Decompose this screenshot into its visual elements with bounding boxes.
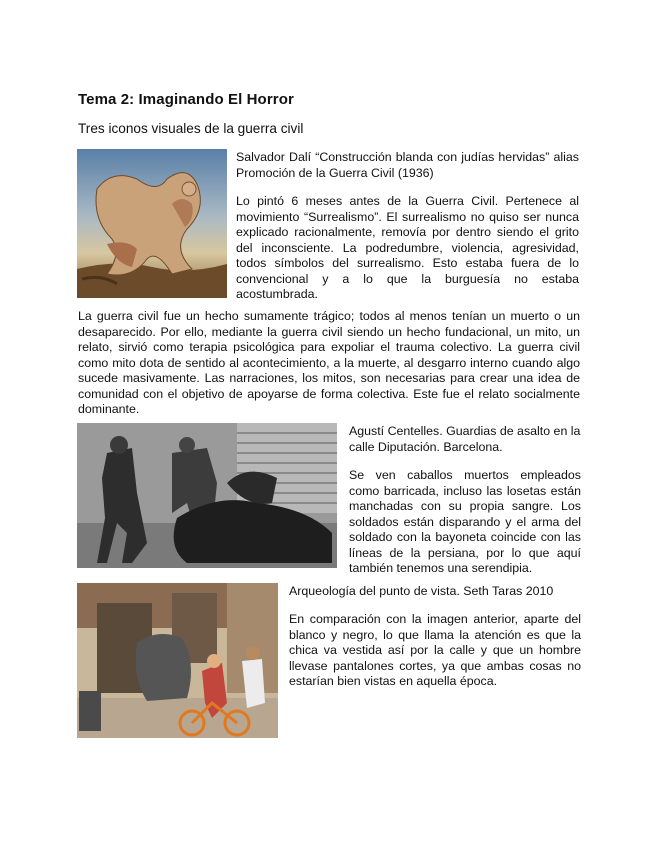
dali-description: Lo pintó 6 meses antes de la Guerra Civil. Pertenece al movimiento “Surrealismo”. El surrealismo no quiso ser nunca explicado racionalmente, removía por dentro siendo el grito del inconsciente. La podredumbre, violencia, agresividad, todos símbolos del surrealismo. Esto estaba fuera de lo convencional y a lo que la burguesía no estaba acostumbrada. bbox=[236, 194, 579, 301]
centelles-photo-image bbox=[77, 423, 337, 568]
guerra-civil-paragraph: La guerra civil fue un hecho sumamente trágico; todos al menos tenían un muerto o un desaparecido. Por ello, mediante la guerra civil siendo un hecho fundacional, un mito, un relato, sirvió como terapia psicológica para expoliar el trauma colectivo. La guerra civil como mito dota de sentido al acontecimiento, a la muerte, al desgarro interno cuando algo sucede masivamente. Las narraciones, los mitos, son necesarias para crear una idea de comunidad con el objetivo de apoyarse de forma colectiva. Este fue el relato socialmente dominante. bbox=[78, 309, 580, 416]
dali-painting-image bbox=[77, 149, 227, 298]
centelles-caption: Agustí Centelles. Guardias de asalto en la calle Diputación. Barcelona. bbox=[349, 424, 581, 454]
page-subtitle: Tres iconos visuales de la guerra civil bbox=[78, 121, 304, 136]
taras-photo-image bbox=[77, 583, 278, 738]
dali-caption: Salvador Dalí “Construcción blanda con judías hervidas” alias Promoción de la Guerra Civil (1936) bbox=[236, 150, 579, 180]
taras-caption: Arqueología del punto de vista. Seth Taras 2010 bbox=[289, 584, 554, 598]
page-title: Tema 2: Imaginando El Horror bbox=[78, 91, 294, 108]
centelles-description: Se ven caballos muertos empleados como barricada, incluso las losetas están manchadas con su propia sangre. Los soldados están disparando y el arma del soldado con la bayoneta coincide con las líneas de la persiana, por lo que aquí también tenemos una serendipia. bbox=[349, 468, 581, 575]
taras-description: En comparación con la imagen anterior, aparte del blanco y negro, lo que llama la atención es que la chica va vestida así por la calle y que un hombre llevase pantalones cortes, ya que ambas cosas no estarían bien vistas en aquella época. bbox=[289, 612, 581, 688]
